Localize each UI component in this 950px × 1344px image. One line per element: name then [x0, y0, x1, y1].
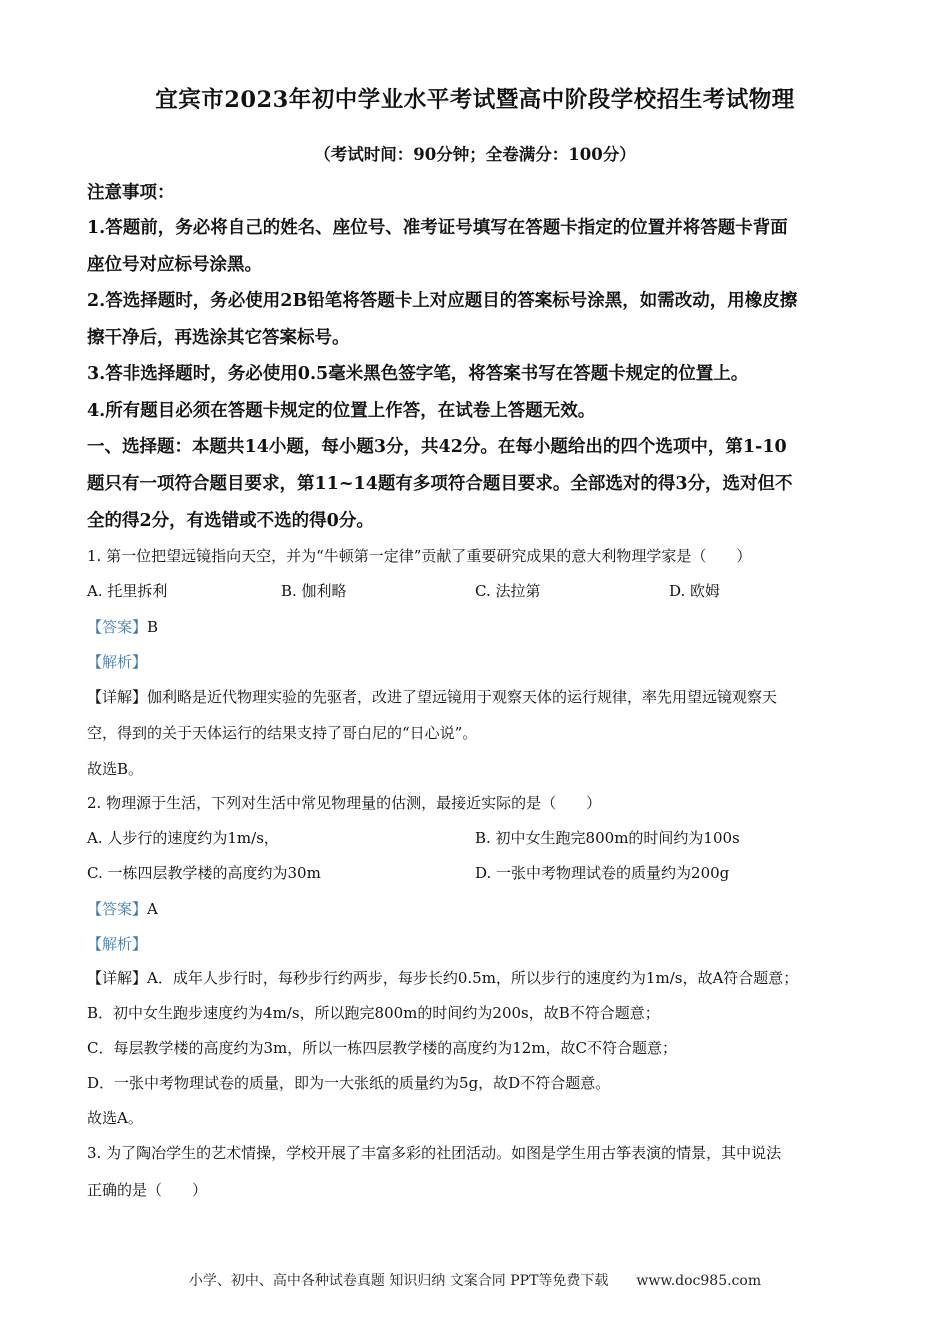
notice-line: 1.答题前，务必将自己的姓名、座位号、准考证号填写在答题卡指定的位置并将答题卡背面 — [87, 218, 788, 238]
section-instruction: 全的得2分，有选错或不选的得0分。 — [87, 511, 374, 531]
q1-analysis-tag: 【解析】 — [87, 653, 148, 671]
notice-line: 2.答选择题时，务必使用2B铅笔将答题卡上对应题目的答案标号涂黑，如需改动，用橡皮擦 — [87, 291, 798, 311]
question-3-stem: 3. 为了陶冶学生的艺术情操，学校开展了丰富多彩的社团活动。如图是学生用古筝表演的情景，其中说法 — [87, 1144, 782, 1162]
detail-tag: 【详解】 — [87, 688, 148, 706]
q1-option-a: A. 托里拆利 — [87, 582, 168, 600]
q1-option-b: B. 伽利略 — [281, 582, 347, 600]
q2-option-d: D. 一张中考物理试卷的质量约为200g — [475, 864, 730, 882]
page-footer: 小学、初中、高中各种试卷真题 知识归纳 文案合同 PPT等免费下载 www.doc985.com — [188, 1273, 762, 1289]
q1-detail-line: 空，得到的关于天体运行的结果支持了哥白尼的“日心说”。 — [87, 724, 478, 742]
q2-detail-line: B．初中女生跑步速度约为4m/s，所以跑完800m的时间约为200s，故B不符合题意； — [87, 1004, 660, 1022]
q1-conclusion: 故选B。 — [87, 760, 144, 778]
notice-line: 擦干净后，再选涂其它答案标号。 — [87, 328, 350, 348]
detail-tag: 【详解】 — [87, 969, 148, 987]
q1-option-d: D. 欧姆 — [669, 582, 721, 600]
question-1-stem: 1. 第一位把望远镜指向天空，并为“牛顿第一定律”贡献了重要研究成果的意大利物理学家是（ ） — [87, 547, 752, 565]
answer-tag: 【答案】 — [87, 900, 148, 918]
detail-text: 伽利略是近代物理实验的先驱者，改进了望远镜用于观察天体的运行规律，率先用望远镜观察天 — [147, 688, 778, 706]
page-title: 宜宾市2023年初中学业水平考试暨高中阶段学校招生考试物理 — [155, 87, 795, 113]
q2-conclusion: 故选A。 — [87, 1109, 143, 1127]
answer-tag: 【答案】 — [87, 618, 148, 636]
answer-value: B — [147, 618, 159, 636]
q2-option-a: A. 人步行的速度约为1m/s， — [87, 829, 279, 847]
q2-detail-line: D．一张中考物理试卷的质量，即为一大张纸的质量约为5g，故D不符合题意。 — [87, 1074, 611, 1092]
question-3-stem: 正确的是（ ） — [87, 1181, 208, 1199]
notice-line: 4.所有题目必须在答题卡规定的位置上作答，在试卷上答题无效。 — [87, 401, 596, 421]
notice-heading: 注意事项： — [87, 183, 175, 203]
detail-text: A．成年人步行时，每秒步行约两步，每步长约0.5m，所以步行的速度约为1m/s，故A符合题意； — [147, 969, 799, 987]
q2-option-c: C. 一栋四层教学楼的高度约为30m — [87, 864, 321, 882]
q1-detail-line — [87, 686, 777, 707]
q2-analysis-tag: 【解析】 — [87, 935, 148, 953]
answer-value: A — [147, 900, 158, 918]
q1-answer — [87, 616, 158, 637]
q2-detail-line: C．每层教学楼的高度约为3m，所以一栋四层教学楼的高度约为12m，故C不符合题意； — [87, 1039, 678, 1057]
section-instruction: 一、选择题：本题共14小题，每小题3分，共42分。在每小题给出的四个选项中，第1-10 — [87, 437, 787, 457]
exam-duration-subtitle: （考试时间：90分钟；全卷满分：100分） — [314, 145, 636, 164]
notice-line: 3.答非选择题时，务必使用0.5毫米黑色签字笔，将答案书写在答题卡规定的位置上。 — [87, 364, 749, 384]
question-2-stem: 2. 物理源于生活，下列对生活中常见物理量的估测，最接近实际的是（ ） — [87, 794, 602, 812]
section-instruction: 题只有一项符合题目要求，第11~14题有多项符合题目要求。全部选对的得3分，选对但不 — [87, 474, 793, 494]
notice-line: 座位号对应标号涂黑。 — [87, 255, 262, 275]
q2-option-b: B. 初中女生跑完800m的时间约为100s — [475, 829, 740, 847]
q2-answer — [87, 898, 158, 919]
q2-detail-line — [87, 967, 798, 988]
q1-option-c: C. 法拉第 — [475, 582, 541, 600]
